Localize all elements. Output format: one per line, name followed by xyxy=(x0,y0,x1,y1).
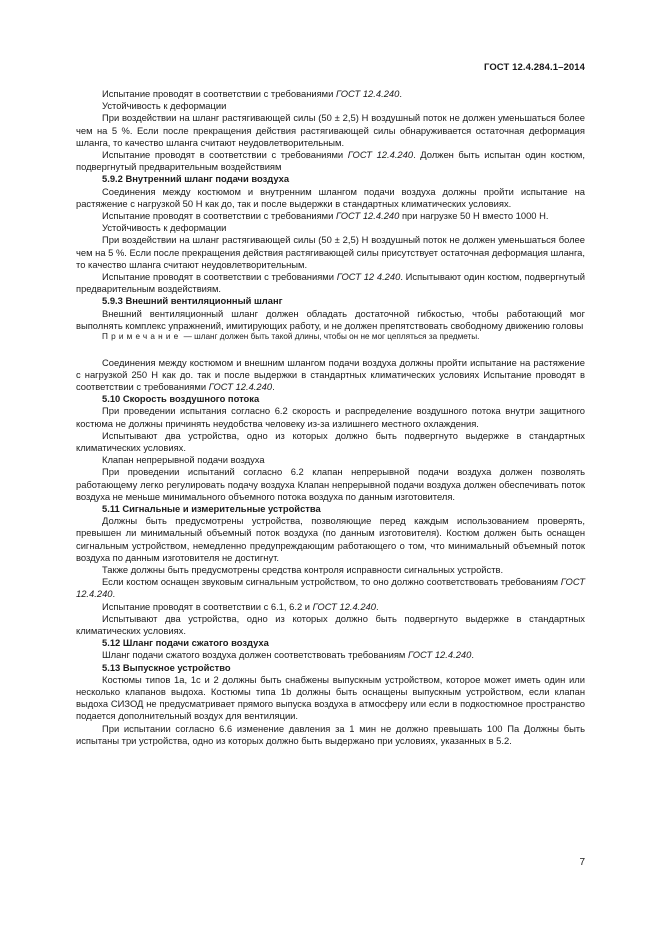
paragraph: Внешний вентиляционный шланг должен обладать достаточной гибкостью, чтобы работающий мог выполнять комплекс упражнений, имитирующих работу, и не должен препятствовать свободному движению головы xyxy=(76,307,585,331)
page-number: 7 xyxy=(579,857,585,868)
paragraph: При проведении испытаний согласно 6.2 клапан непрерывной подачи воздуха должен позволять работающему легко регулировать подачу воздуха Клапан непрерывной подачи воздуха должен обеспечивать поток воздуха не меньше минимального объемного потока воздуха по данным изготовителя. xyxy=(76,466,585,502)
standard-designation: ГОСТ 12.4.284.1–2014 xyxy=(483,62,585,73)
note-label: Примечание xyxy=(102,332,182,342)
subheading-deformation: Устойчивость к деформации xyxy=(102,222,227,234)
paragraph: При испытании согласно 6.6 изменение давления за 1 мин не должно превышать 100 Па Должны быть испытаны три устройства, одно из которых должно быть выдержано при условиях, указанных в 5.2. xyxy=(76,722,585,746)
paragraph: Костюмы типов 1а, 1с и 2 должны быть снабжены выпускным устройством, которое может иметь один или несколько клапанов выдоха. Костюмы типа 1b должны быть оснащены выпускным устройством, если клапан выдоха СИЗОД не предусматривает прямого выпуска воздуха в атмосферу или если в подкостюмное пространство подается дополнительный воздух для вентиляции. xyxy=(76,673,585,722)
paragraph: Соединения между костюмом и внутренним шлангом подачи воздуха должны пройти испытание на растяжение с нагрузкой 50 Н как до, так и после выдержки в стандартных климатических условиях. xyxy=(76,185,585,209)
paragraph: Испытание проводят в соответствии с требованиями ГОСТ 12.4.240. xyxy=(102,88,402,99)
paragraph: Испытывают два устройства, одно из которых должно быть подвергнуто выдержке в стандартных климатических условиях. xyxy=(76,429,585,453)
paragraph: При воздействии на шланг растягивающей силы (50 ± 2,5) Н воздушный поток не должен уменьшаться более чем на 5 %. Если после прекращения действия растягивающей силы обнаруживается остаточная деформация шланга, то качество шланга считают неудовлетворительным. xyxy=(76,112,585,148)
paragraph: Если костюм оснащен звуковым сигнальным устройством, то оно должно соответствовать требованиям ГОСТ 12.4.240. xyxy=(76,576,585,600)
paragraph: При проведении испытания согласно 6.2 скорость и распределение воздушного потока внутри защитного костюма не должны причинять неудобства человеку из-за излишнего местного охлаждения. xyxy=(76,405,585,429)
section-heading-5-12: 5.12 Шланг подачи сжатого воздуха xyxy=(102,637,269,649)
section-heading-5-11: 5.11 Сигнальные и измерительные устройства xyxy=(102,503,321,514)
paragraph: Соединения между костюмом и внешним шлангом подачи воздуха должны пройти испытание на растяжение с нагрузкой 250 Н как до. так и после выдержки в стандартных климатических условиях Испытание проводят в соответствии с требованиями ГОСТ 12.4.240. xyxy=(76,356,585,392)
document-body xyxy=(76,88,585,747)
subheading-valve: Клапан непрерывной подачи воздуха xyxy=(102,454,265,466)
paragraph: Должны быть предусмотрены устройства, позволяющие перед каждым использованием проверять, превышен ли минимальный объемный поток воздуха (по данным изготовителя). Костюм должен быть оснащен сигнальным устройством, немедленно предупреждающим работающего о том, что минимальный объемный поток воздуха по данным изготовителя не достигнут. xyxy=(76,515,585,563)
subheading-deformation: Устойчивость к деформации xyxy=(102,100,227,112)
section-heading-5-10: 5.10 Скорость воздушного потока xyxy=(102,393,260,405)
paragraph: Шланг подачи сжатого воздуха должен соответствовать требованиям ГОСТ 12.4.240. xyxy=(102,649,474,661)
paragraph: Испытание проводят в соответствии с 6.1, 6.2 и ГОСТ 12.4.240. xyxy=(102,600,379,612)
note: Примечание — шланг должен быть такой длины, чтобы он не мог цепляться за предметы. xyxy=(102,332,480,342)
section-heading-5-9-3: 5.9.3 Внешний вентиляционный шланг xyxy=(102,295,283,307)
paragraph: Испытание проводят в соответствии с требованиями ГОСТ 12.4.240 при нагрузке 50 Н вместо 1000 Н. xyxy=(102,210,549,222)
paragraph: Испытание проводят в соответствии с требованиями ГОСТ 12.4.240. Должен быть испытан один костюм, подвергнутый предварительным воздействиям xyxy=(76,149,585,173)
section-heading-5-9-2: 5.9.2 Внутренний шланг подачи воздуха xyxy=(102,173,290,185)
paragraph: Испытывают два устройства, одно из которых должно быть подвергнуто выдержке в стандартных климатических условиях. xyxy=(76,612,585,637)
paragraph: При воздействии на шланг растягивающей силы (50 ± 2,5) Н воздушный поток не должен уменьшаться более чем на 5 %. Если после прекращения действия растягивающей силы присутствует остаточная деформация шланга, то качество шланга считают неудовлетворительным. xyxy=(76,234,586,270)
section-heading-5-13: 5.13 Выпускное устройство xyxy=(102,661,231,673)
paragraph: Испытание проводят в соответствии с требованиями ГОСТ 12 4.240. Испытывают один костюм, подвергнутый предварительным воздействиям. xyxy=(76,271,585,295)
paragraph: Также должны быть предусмотрены средства контроля исправности сигнальных устройств. xyxy=(102,564,504,576)
